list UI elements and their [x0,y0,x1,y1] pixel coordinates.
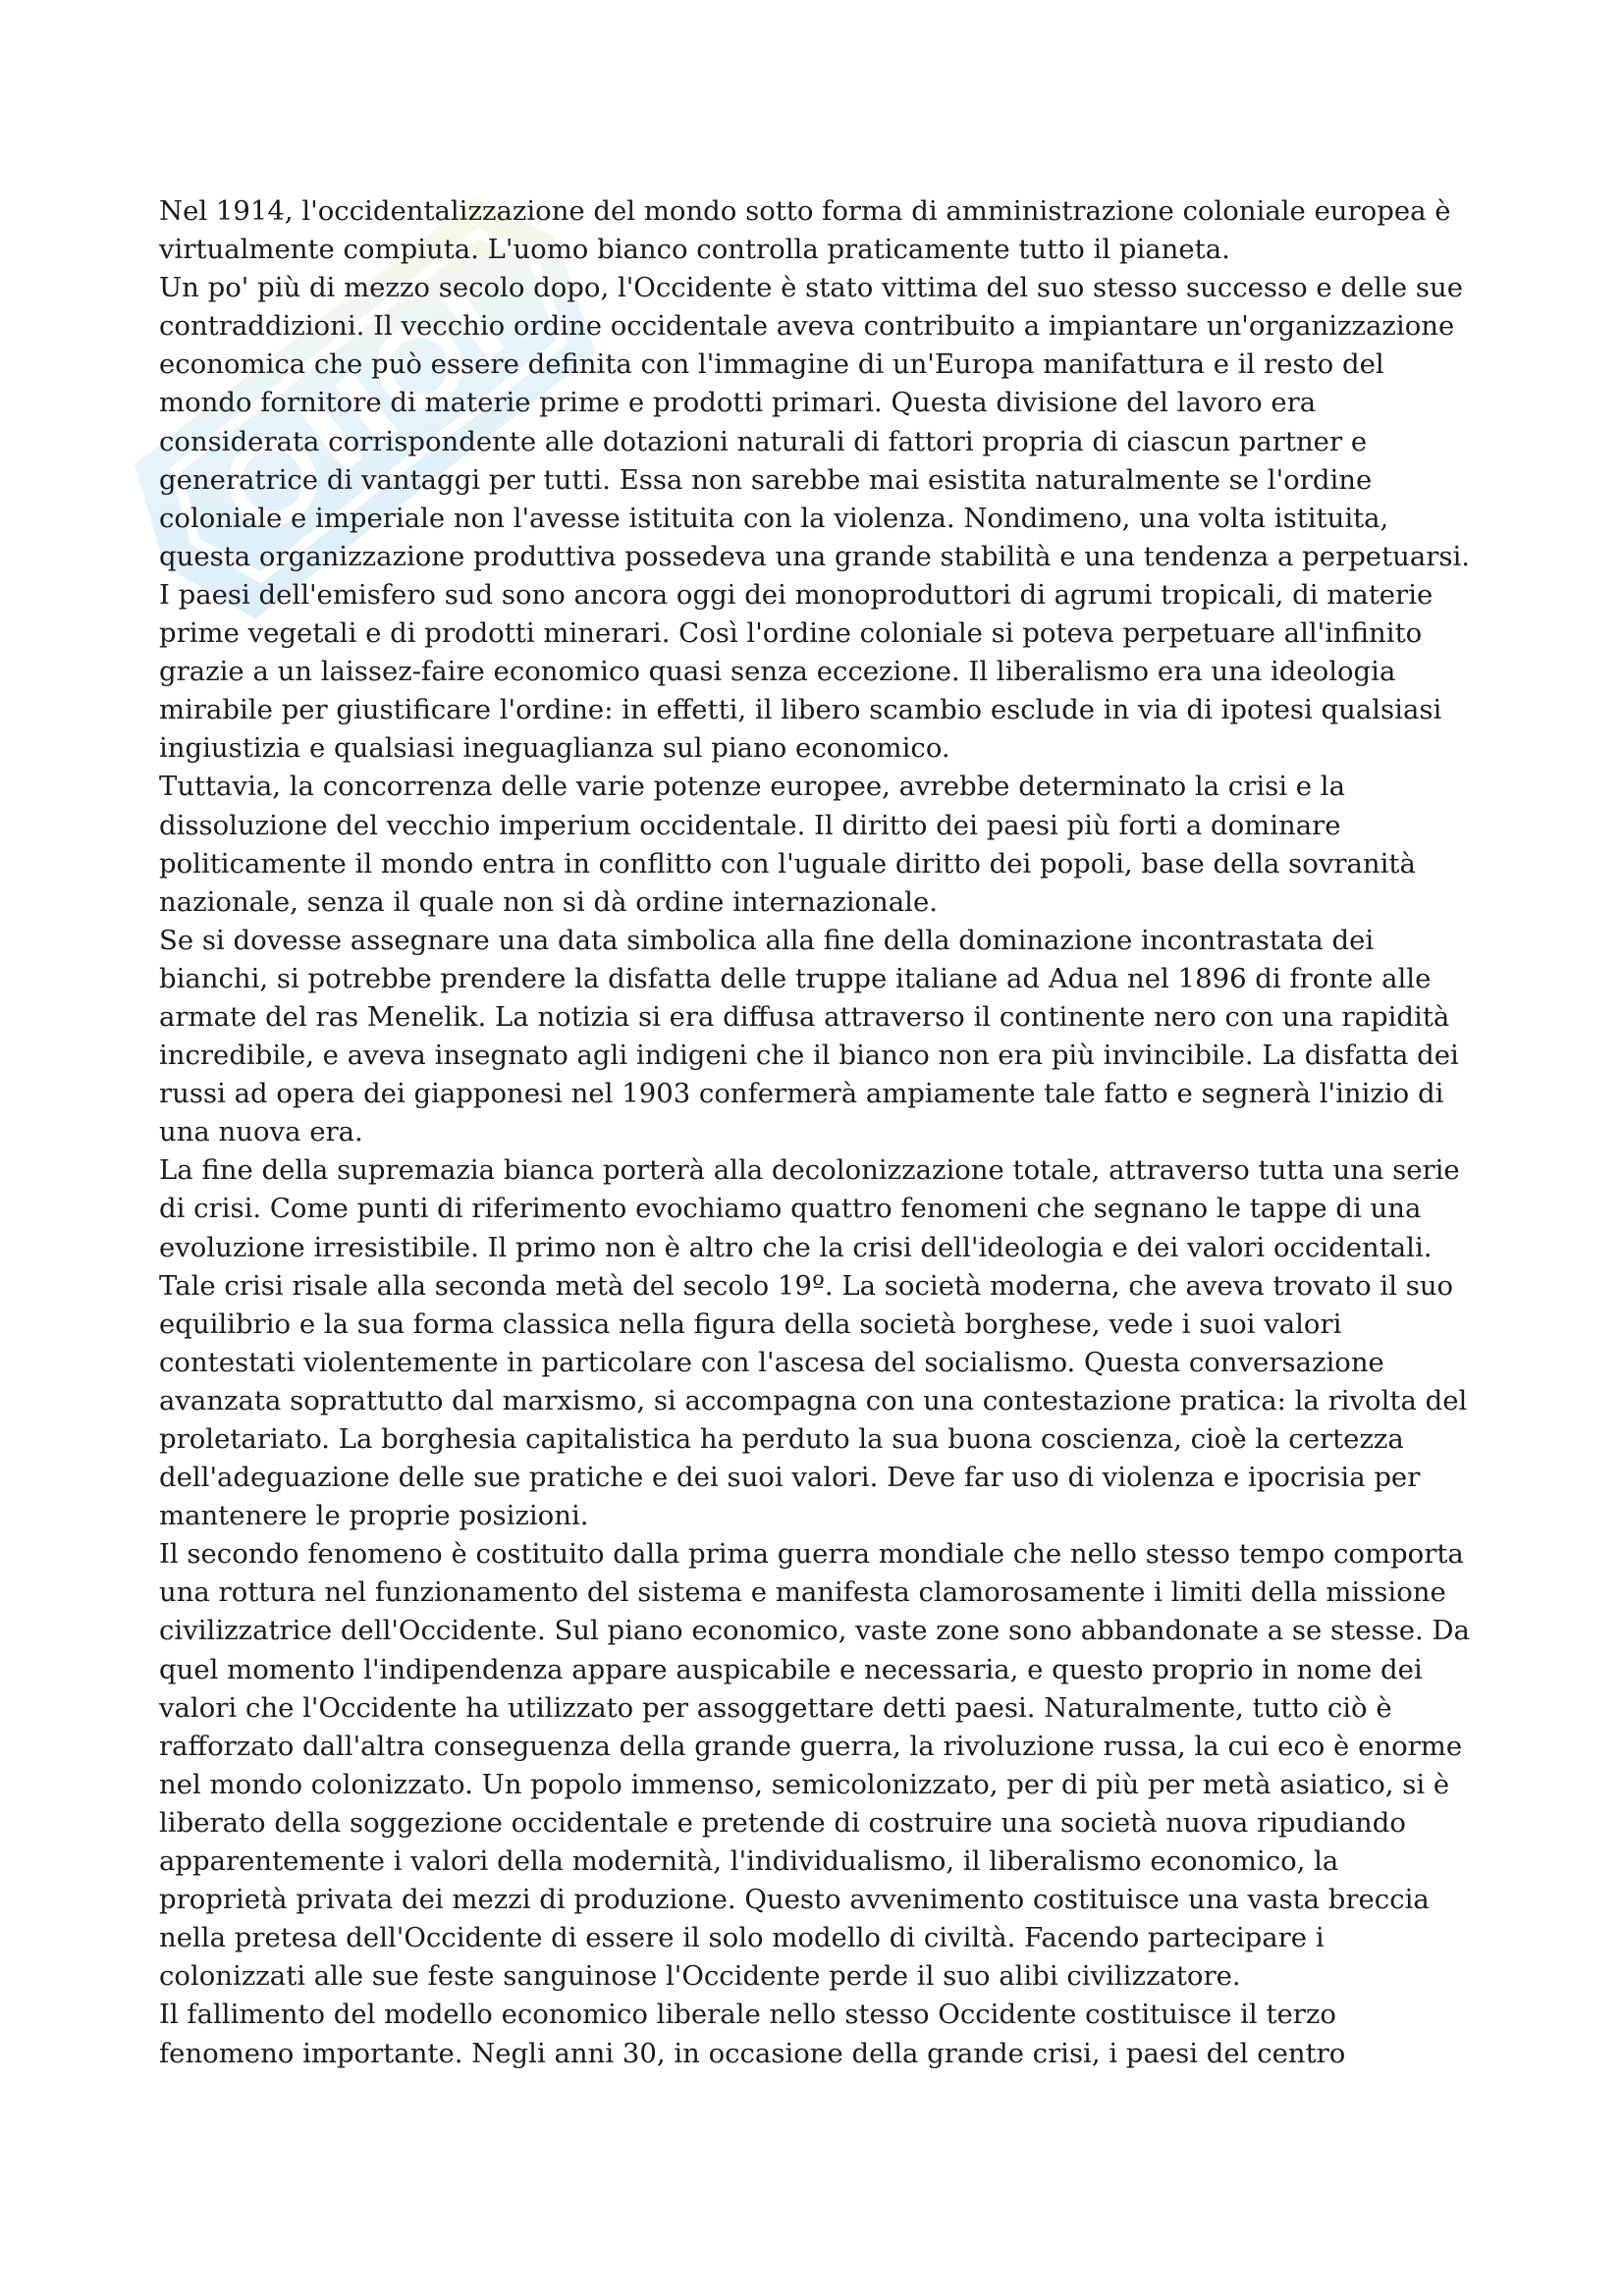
paragraph-6: Il secondo fenomeno è costituito dalla prima guerra mondiale che nello stesso tempo comporta una rottura nel funzionamento del sistema e manifesta clamorosamente i limiti della missione civilizzatrice dell'Occidente. Sul piano economico, vaste zone sono abbandonate a se stesse. Da quel momento l'indipendenza appare auspicabile e necessaria, e questo proprio in nome dei valori che l'Occidente ha utilizzato per assoggettare detti paesi. Naturalmente, tutto ciò è rafforzato dall'altra conseguenza della grande guerra, la rivoluzione russa, la cui eco è enorme nel mondo colonizzato. Un popolo immenso, semicolonizzato, per di più per metà asiatico, si è liberato della soggezione occidentale e pretende di costruire una società nuova ripudiando apparentemente i valori della modernità, l'individualismo, il liberalismo economico, la proprietà privata dei mezzi di produzione. Questo avvenimento costituisce una vasta breccia nella pretesa dell'Occidente di essere il solo modello di civiltà. Facendo partecipare i colonizzati alle sue feste sanguinose l'Occidente perde il suo alibi civilizzatore. [159,1538,1470,1993]
document-body [159,192,1475,2073]
paragraph-4: Se si dovesse assegnare una data simbolica alla fine della dominazione incontrastata dei bianchi, si potrebbe prendere la disfatta delle truppe italiane ad Adua nel 1896 di fronte alle armate del ras Menelik. La notizia si era diffusa attraverso il continente nero con una rapidità incredibile, e aveva insegnato agli indigeni che il bianco non era più invincibile. La disfatta dei russi ad opera dei giapponesi nel 1903 confermerà ampiamente tale fatto e segnerà l'inizio di una nuova era. [159,924,1459,1148]
paragraph-5: La fine della supremazia bianca porterà alla decolonizzazione totale, attraverso tutta una serie di crisi. Come punti di riferimento evochiamo quattro fenomeni che segnano le tappe di una evoluzione irresistibile. Il primo non è altro che la crisi dell'ideologia e dei valori occidentali. Tale crisi risale alla seconda metà del secolo 19º. La società moderna, che aveva trovato il suo equilibrio e la sua forma classica nella figura della società borghese, vede i suoi valori contestati violentemente in particolare con l'ascesa del socialismo. Questa conversazione avanzata soprattutto dal marxismo, si accompagna con una contestazione pratica: la rivolta del proletariato. La borghesia capitalistica ha perduto la sua buona coscienza, cioè la certezza dell'adeguazione delle sue pratiche e dei suoi valori. Deve far uso di violenza e ipocrisia per mantenere le proprie posizioni. [159,1154,1468,1532]
paragraph-7: Il fallimento del modello economico liberale nello stesso Occidente costituisce il terzo fenomeno importante. Negli anni 30, in occasione della grande crisi, i paesi del centro [159,1999,1346,2069]
paragraph-1: Nel 1914, l'occidentalizzazione del mondo sotto forma di amministrazione coloniale europea è virtualmente compiuta. L'uomo bianco controlla praticamente tutto il pianeta. [159,195,1451,266]
paragraph-3: Tuttavia, la concorrenza delle varie potenze europee, avrebbe determinato la crisi e la dissoluzione del vecchio imperium occidentale. Il diritto dei paesi più forti a dominare politicamente il mondo entra in conflitto con l'uguale diritto dei popoli, base della sovranità nazionale, senza il quale non si dà ordine internazionale. [159,771,1416,918]
paragraph-2: Un po' più di mezzo secolo dopo, l'Occidente è stato vittima del suo stesso successo e delle sue contraddizioni. Il vecchio ordine occidentale aveva contribuito a impiantare un'organizzazione economica che può essere definita con l'immagine di un'Europa manifattura e il resto del mondo fornitore di materie prime e prodotti primari. Questa divisione del lavoro era considerata corrispondente alle dotazioni naturali di fattori propria di ciascun partner e generatrice di vantaggi per tutti. Essa non sarebbe mai esistita naturalmente se l'ordine coloniale e imperiale non l'avesse istituita con la violenza. Nondimeno, una volta istituita, questa organizzazione produttiva possedeva una grande stabilità e una tendenza a perpetuarsi. I paesi dell'emisfero sud sono ancora oggi dei monoproduttori di agrumi tropicali, di materie prime vegetali e di prodotti minerari. Così l'ordine coloniale si poteva perpetuare all'infinito grazie a un laissez-faire economico quasi senza eccezione. Il liberalismo era una ideologia mirabile per giustificare l'ordine: in effetti, il libero scambio esclude in via di ipotesi qualsiasi ingiustizia e qualsiasi ineguaglianza sul piano economico. [159,272,1471,765]
